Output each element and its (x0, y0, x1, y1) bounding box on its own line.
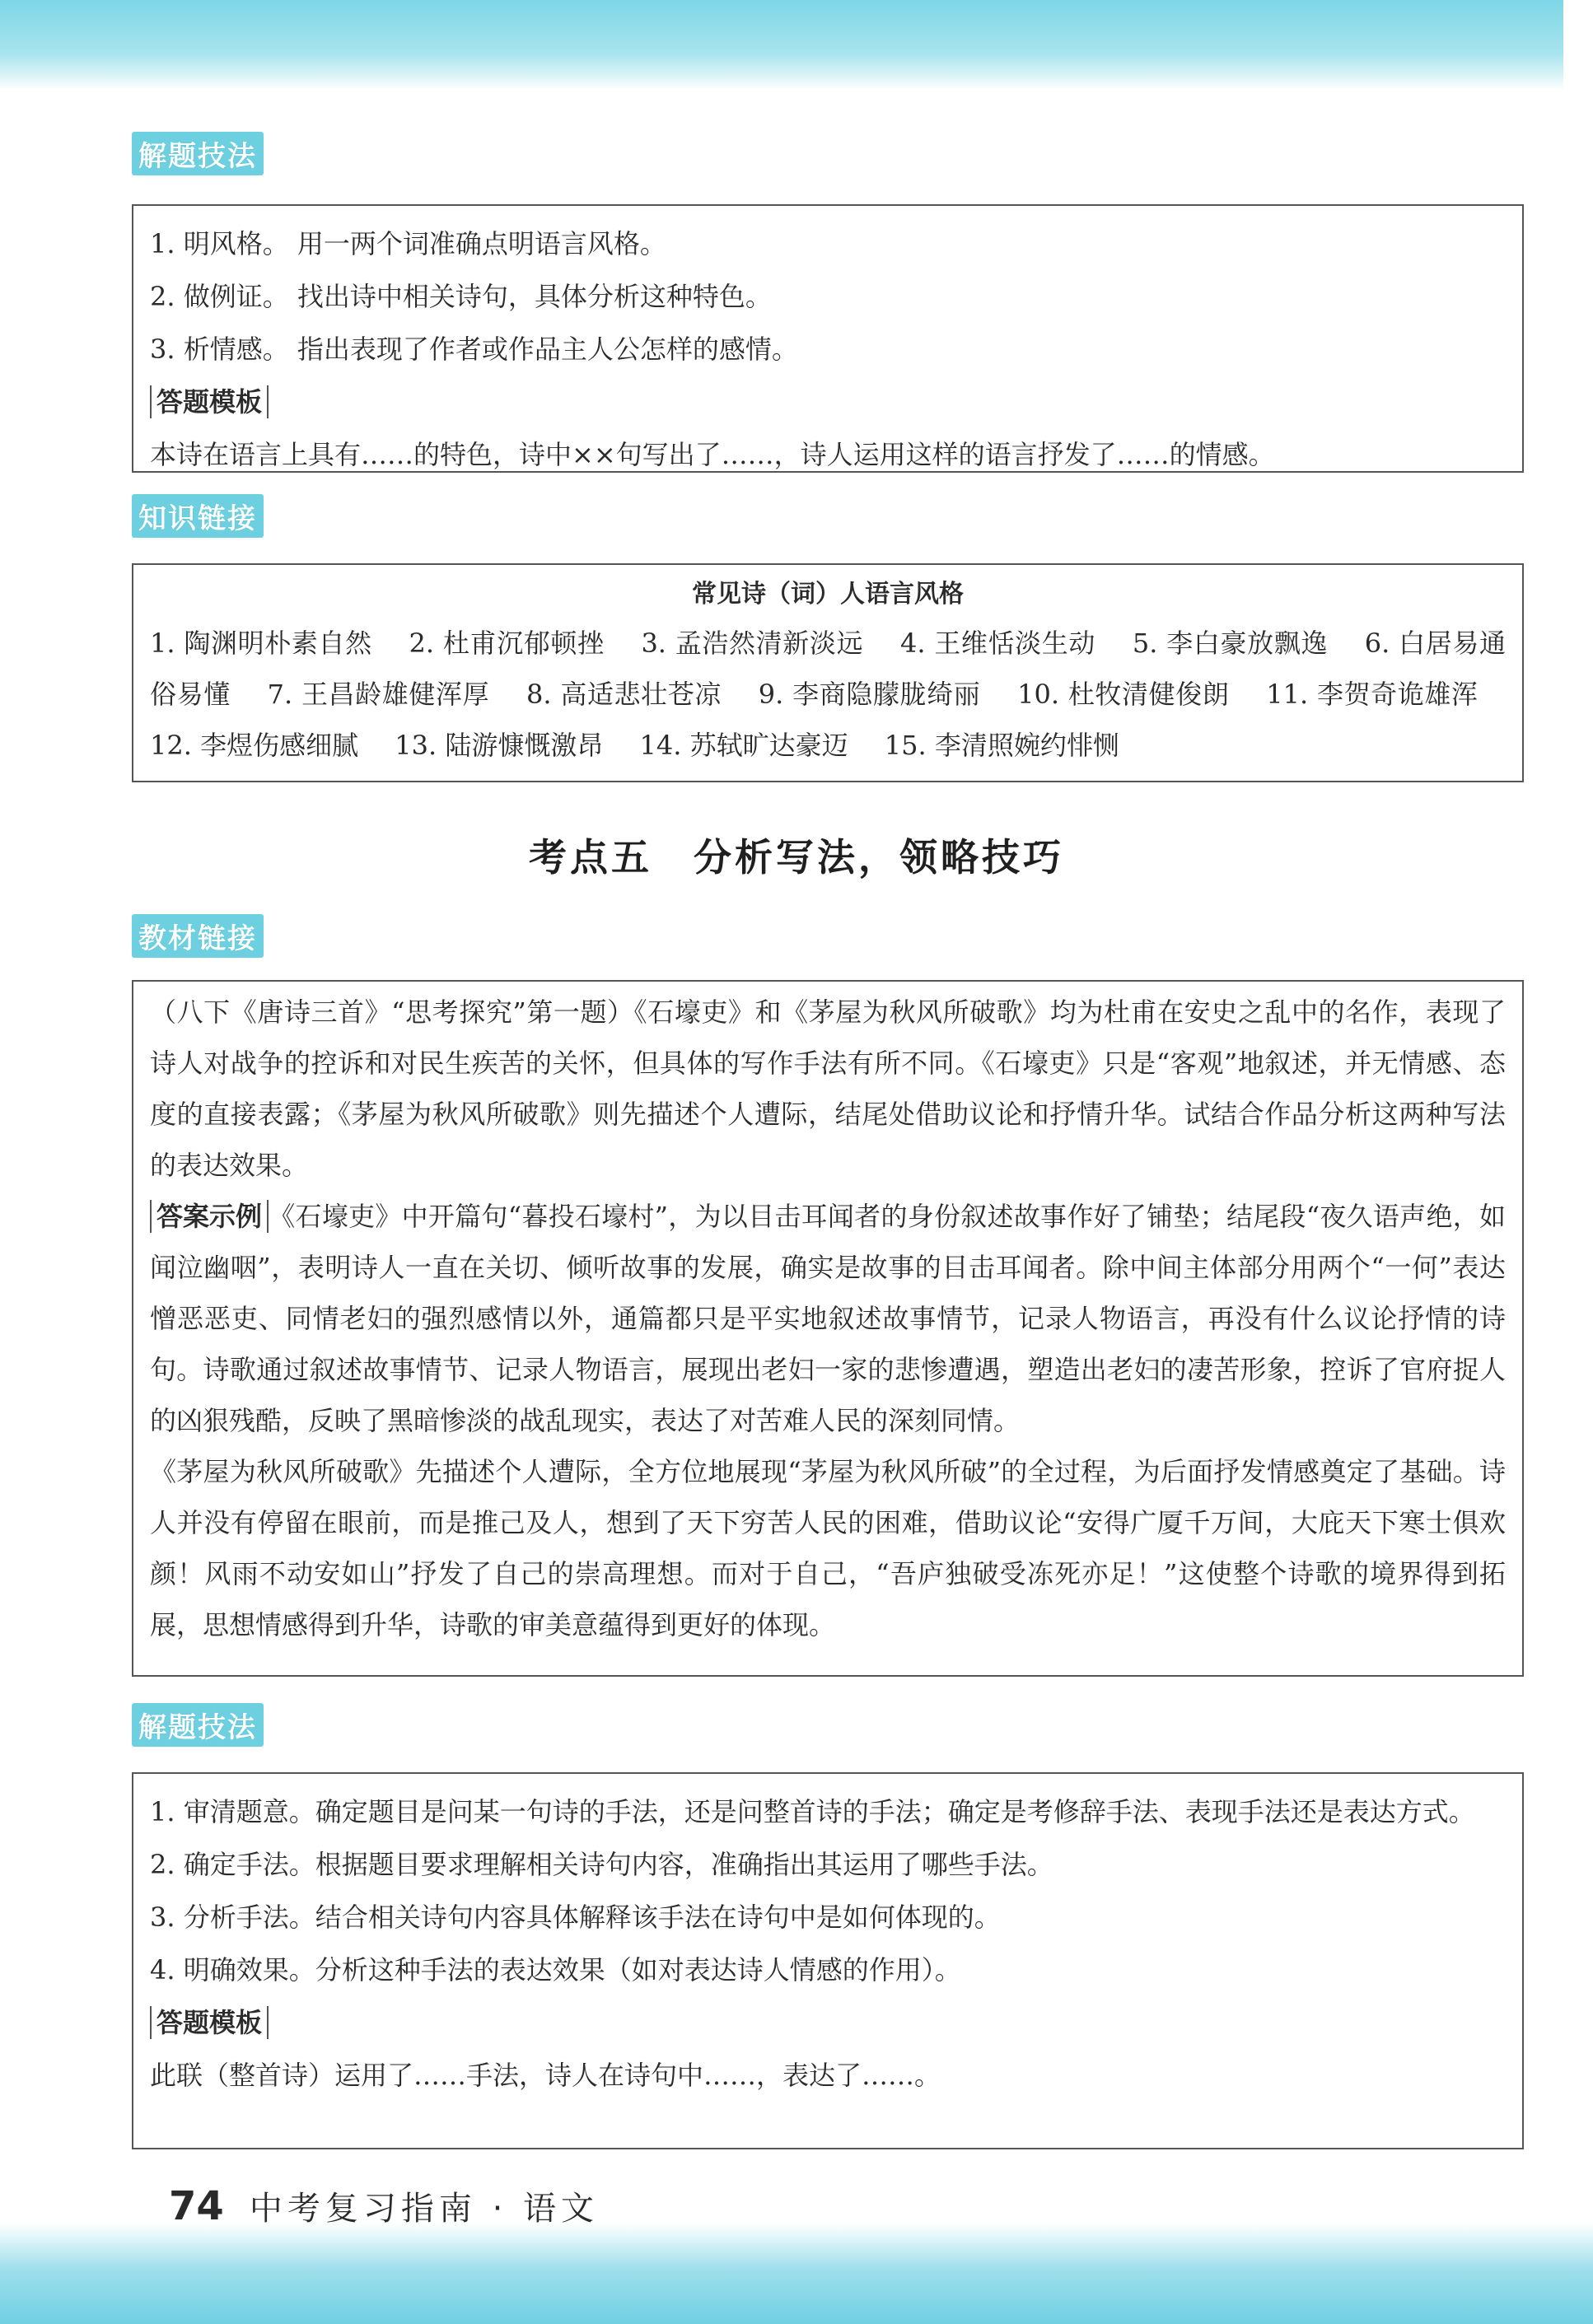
style-item-2: 2. 杜甫沉郁顿挫 (409, 628, 605, 659)
method2-item-2: 2. 确定手法。根据题目要求理解相关诗句内容，准确指出其运用了哪些手法。 (150, 1849, 1053, 1880)
style-item-3: 3. 孟浩然清新淡远 (641, 628, 864, 659)
template-text-2: 此联（整首诗）运用了……手法，诗人在诗句中……，表达了……。 (150, 2060, 941, 2091)
book-title: 中考复习指南 · 语文 (249, 2190, 600, 2228)
language-style-box (132, 563, 1524, 782)
method2-item-3: 3. 分析手法。结合相关诗句内容具体解释该手法在诗句中是如何体现的。 (150, 1902, 1001, 1933)
method-item-1: 1. 明风格。 用一两个词准确点明语言风格。 (150, 228, 666, 259)
bottom-decorative-band (0, 2224, 1593, 2324)
style-item-15: 15. 李清照婉约悱恻 (884, 730, 1119, 761)
tag-jiaocai: 教材链接 (132, 914, 264, 958)
method2-item-1: 1. 审清题意。确定题目是问某一句诗的手法，还是问整首诗的手法；确定是考修辞手法、表现手法还是表达方式。 (150, 1796, 1475, 1827)
style-item-14: 14. 苏轼旷达豪迈 (639, 730, 848, 761)
style-item-7: 7. 王昌龄雄健浑厚 (267, 679, 490, 710)
page-footer (169, 2182, 599, 2229)
answer-paragraph-2: 《茅屋为秋风所破歌》先描述个人遭际，全方位地展现“茅屋为秋风所破”的全过程，为后面抒发情感奠定了基础。诗人并没有停留在眼前，而是推己及人，想到了天下穷苦人民的困难，借助议论“安得广厦千万间，大庇天下寒士俱欢颜！风雨不动安如山”抒发了自己的崇高理想。而对于自己，“吾庐独破受冻死亦足！”这使整个诗歌的境界得到拓展，思想情感得到升华，诗歌的审美意蕴得到更好的体现。 (150, 1456, 1506, 1640)
style-item-9: 9. 李商隐朦胧绮丽 (758, 679, 981, 710)
method-box-1 (132, 204, 1524, 473)
style-item-12: 12. 李煜伤感细腻 (150, 730, 359, 761)
template-label-1: 答题模板 (150, 385, 269, 418)
language-style-list (150, 618, 1506, 771)
style-item-11: 11. 李贺奇诡雄浑 (1266, 679, 1478, 710)
method-item-2: 2. 做例证。 找出诗中相关诗句，具体分析这种特色。 (150, 281, 772, 312)
top-decorative-band (0, 0, 1593, 91)
method2-item-4: 4. 明确效果。分析这种手法的表达效果（如对表达诗人情感的作用）。 (150, 1954, 961, 1986)
top-band-edge (1563, 0, 1593, 91)
style-item-1: 1. 陶渊明朴素自然 (150, 628, 372, 659)
style-item-6: 6. 白居易通俗易懂 (150, 628, 1506, 710)
section-title: 考点五 分析写法，领略技巧 (529, 835, 1064, 880)
textbook-link-box (132, 980, 1524, 1677)
page-number: 74 (169, 2183, 224, 2229)
tag-zhishi: 知识链接 (132, 494, 264, 538)
style-item-13: 13. 陆游慷慨激昂 (395, 730, 604, 761)
answer-label: 答案示例 (150, 1200, 269, 1233)
style-item-8: 8. 高适悲壮苍凉 (526, 679, 722, 710)
template-text-1: 本诗在语言上具有……的特色，诗中××句写出了……，诗人运用这样的语言抒发了……的情感。 (150, 439, 1275, 470)
question-text: （八下《唐诗三首》“思考探究”第一题）《石壕吏》和《茅屋为秋风所破歌》均为杜甫在安史之乱中的名作，表现了诗人对战争的控诉和对民生疾苦的关怀，但具体的写作手法有所不同。《石壕吏》只是“客观”地叙述，并无情感、态度的直接表露；《茅屋为秋风所破歌》则先描述个人遭际，结尾处借助议论和抒情升华。试结合作品分析这两种写法的表达效果。 (150, 996, 1506, 1181)
tag-jieti-2: 解题技法 (132, 1703, 264, 1747)
tag-jieti-1: 解题技法 (132, 132, 264, 175)
language-style-title: 常见诗（词）人语言风格 (692, 580, 964, 609)
style-item-10: 10. 杜牧清健俊朗 (1017, 679, 1230, 710)
template-label-2: 答题模板 (150, 2006, 269, 2039)
answer-text-1: 《石壕吏》中开篇句“暮投石壕村”，为以目击耳闻者的身份叙述故事作好了铺垫；结尾段“夜久语声绝，如闻泣幽咽”，表明诗人一直在关切、倾听故事的发展，确实是故事的目击耳闻者。除中间主体部分用两个“一何”表达憎恶恶吏、同情老妇的强烈感情以外，通篇都只是平实地叙述故事情节，记录人物语言，再没有什么议论抒情的诗句。诗歌通过叙述故事情节、记录人物语言，展现出老妇一家的悲惨遭遇，塑造出老妇的凄苦形象，控诉了官府捉人的凶狠残酷，反映了黑暗惨淡的战乱现实，表达了对苦难人民的深刻同情。 (150, 1201, 1506, 1436)
style-item-5: 5. 李白豪放飘逸 (1132, 628, 1328, 659)
style-item-4: 4. 王维恬淡生动 (899, 628, 1096, 659)
method-box-2 (132, 1772, 1524, 2149)
method-item-3: 3. 析情感。 指出表现了作者或作品主人公怎样的感情。 (150, 334, 798, 365)
answer-paragraph-1 (150, 1191, 1506, 1446)
